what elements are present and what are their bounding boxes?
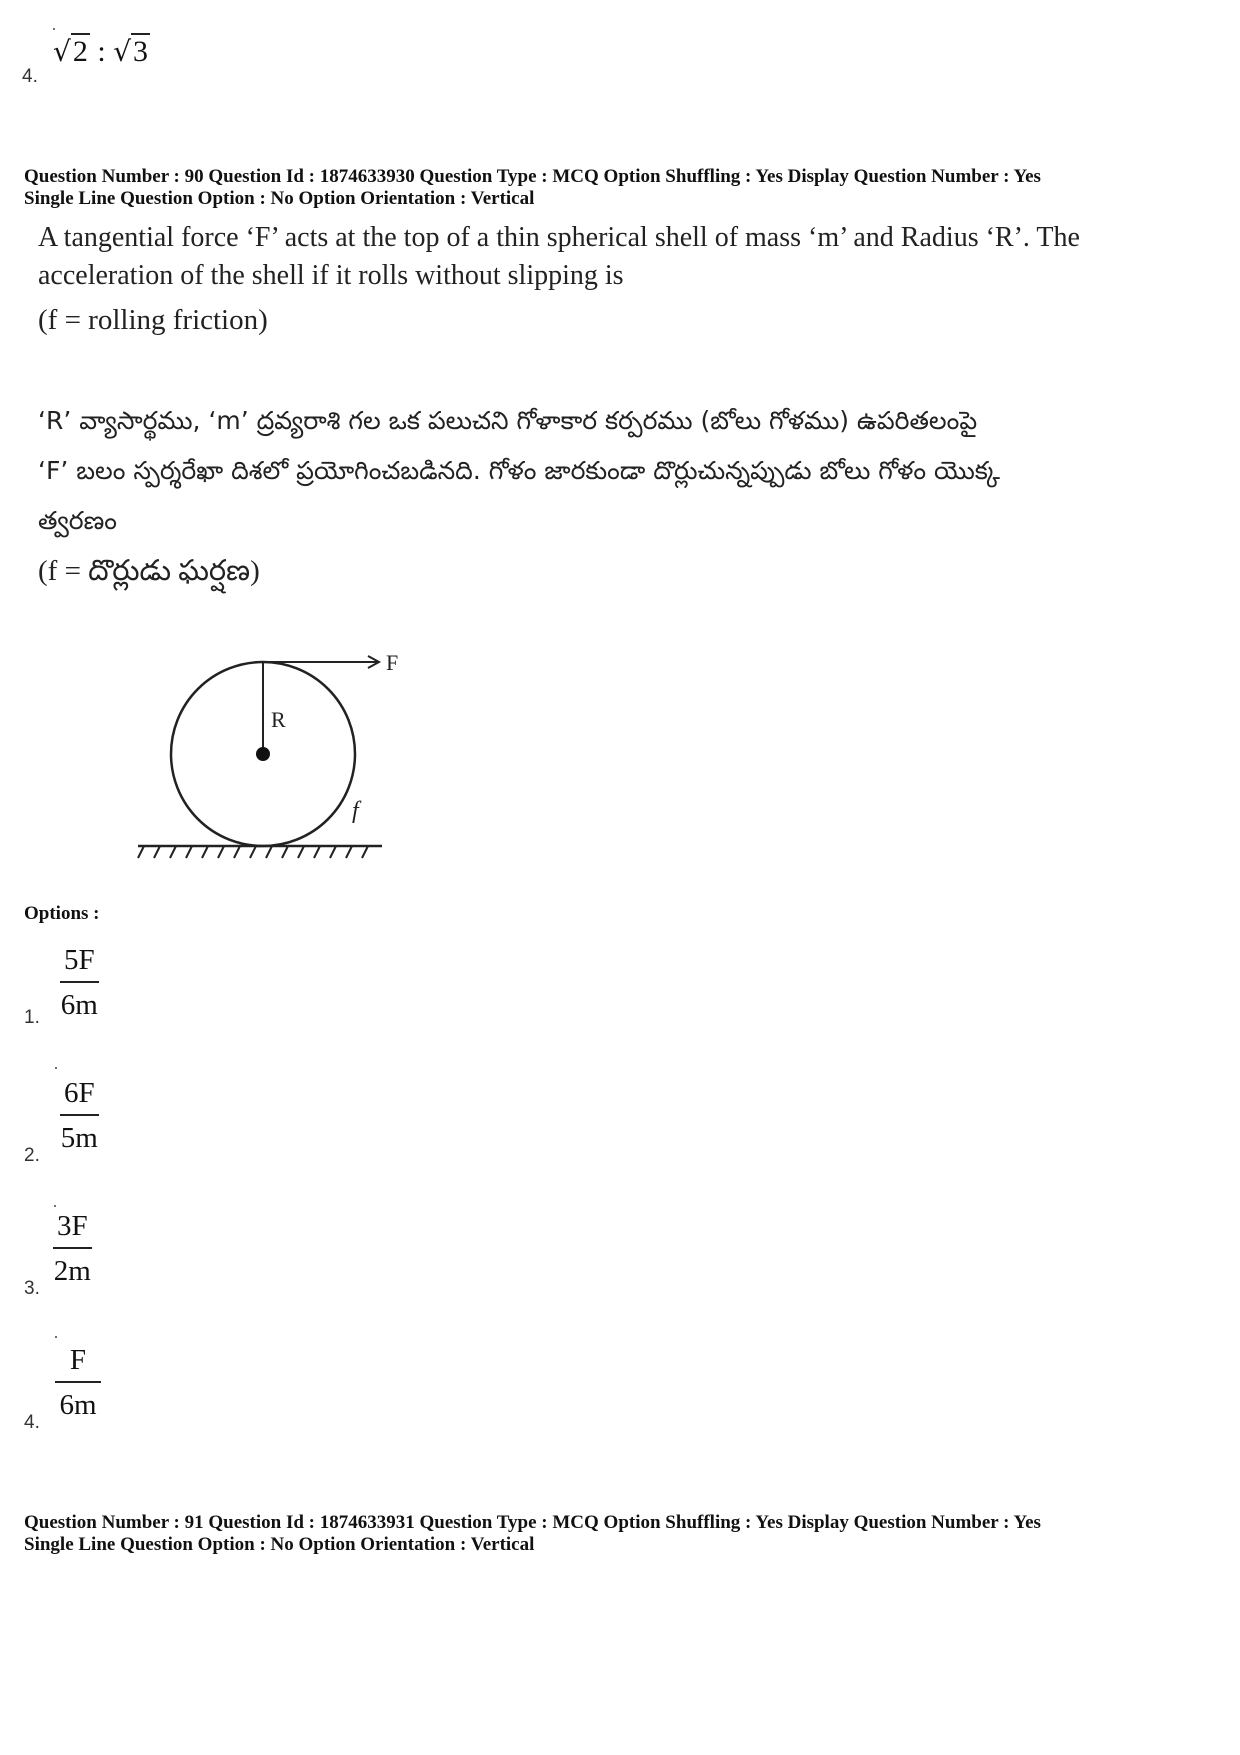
expr-separator: : <box>97 35 106 68</box>
stem-en-line-3: (f = rolling friction) <box>38 304 268 336</box>
expr-b: 3 <box>133 35 149 68</box>
option-3-fraction[interactable] <box>53 1212 92 1286</box>
option-4-fraction[interactable] <box>55 1346 101 1420</box>
stem-te-line-1: ‘R’ వ్యాసార్థము, ‘m’ ద్రవ్యరాశి గల ఒక పలుచని గోళాకార కర్పరము (బోలు గోళము) ఉపరితలంపై <box>38 406 978 435</box>
option-4-numerator: F <box>55 1346 101 1383</box>
option-2-numerator: 6F <box>60 1079 99 1116</box>
option-3-denominator: 2m <box>53 1255 91 1287</box>
meta-line-1: Question Number : 90 Question Id : 1874633930 Question Type : MCQ Option Shuffling : Yes Display Question Number : Yes <box>24 166 1041 187</box>
option-1-number[interactable]: 1. <box>24 1007 40 1028</box>
rolling-shell-diagram <box>120 640 420 870</box>
question-meta-90 <box>24 166 1224 210</box>
stem-te-line-3: త్వరణం <box>38 506 117 535</box>
option-1-fraction[interactable] <box>60 946 99 1020</box>
option-1-numerator: 5F <box>60 946 99 983</box>
sqrt-icon: √ <box>53 35 71 68</box>
stem-te-line-4: (f = దొర్లుడు ఘర్షణ) <box>38 555 260 587</box>
stem-te-line-2: ‘F’ బలం స్పర్శరేఖా దిశలో ప్రయోగించబడినది. గోళం జారకుండా దొర్లుచున్నప్పుడు బోలు గోళం యొక్క <box>38 456 1000 485</box>
radius-label: R <box>271 707 286 732</box>
option-4-denominator: 6m <box>59 1389 97 1421</box>
question-stem-english <box>38 219 1218 339</box>
stray-dot <box>54 1205 56 1207</box>
stray-dot <box>53 28 55 30</box>
option-2-denominator: 5m <box>60 1122 98 1154</box>
option-3-numerator: 3F <box>53 1212 92 1249</box>
option-1-denominator: 6m <box>60 989 98 1021</box>
stem-en-line-2: acceleration of the shell if it rolls without slipping is <box>38 260 624 291</box>
sqrt-icon: √ <box>113 35 132 68</box>
force-label: F <box>386 650 399 675</box>
stray-dot <box>55 1067 57 1069</box>
question-stem-telugu <box>38 396 1218 596</box>
ground-hatching <box>138 846 368 858</box>
meta-line-2: Single Line Question Option : No Option Orientation : Vertical <box>24 1534 535 1555</box>
option-2-fraction[interactable] <box>60 1079 99 1153</box>
center-dot <box>256 747 270 761</box>
stem-en-line-1: A tangential force ‘F’ acts at the top of a thin spherical shell of mass ‘m’ and Radius ‘R’. The <box>38 222 1080 253</box>
prev-option-number: 4. <box>22 66 38 87</box>
options-label: Options : <box>24 903 100 924</box>
option-4-number[interactable]: 4. <box>24 1412 40 1433</box>
meta-line-1: Question Number : 91 Question Id : 1874633931 Question Type : MCQ Option Shuffling : Yes Display Question Number : Yes <box>24 1512 1041 1533</box>
meta-line-2: Single Line Question Option : No Option Orientation : Vertical <box>24 188 535 209</box>
question-meta-91 <box>24 1512 1224 1556</box>
option-3-number[interactable]: 3. <box>24 1278 40 1299</box>
expr-a: 2 <box>72 35 88 68</box>
stray-dot <box>55 1336 57 1338</box>
option-2-number[interactable]: 2. <box>24 1145 40 1166</box>
prev-option-expression <box>53 34 150 70</box>
friction-label: f <box>352 798 359 824</box>
